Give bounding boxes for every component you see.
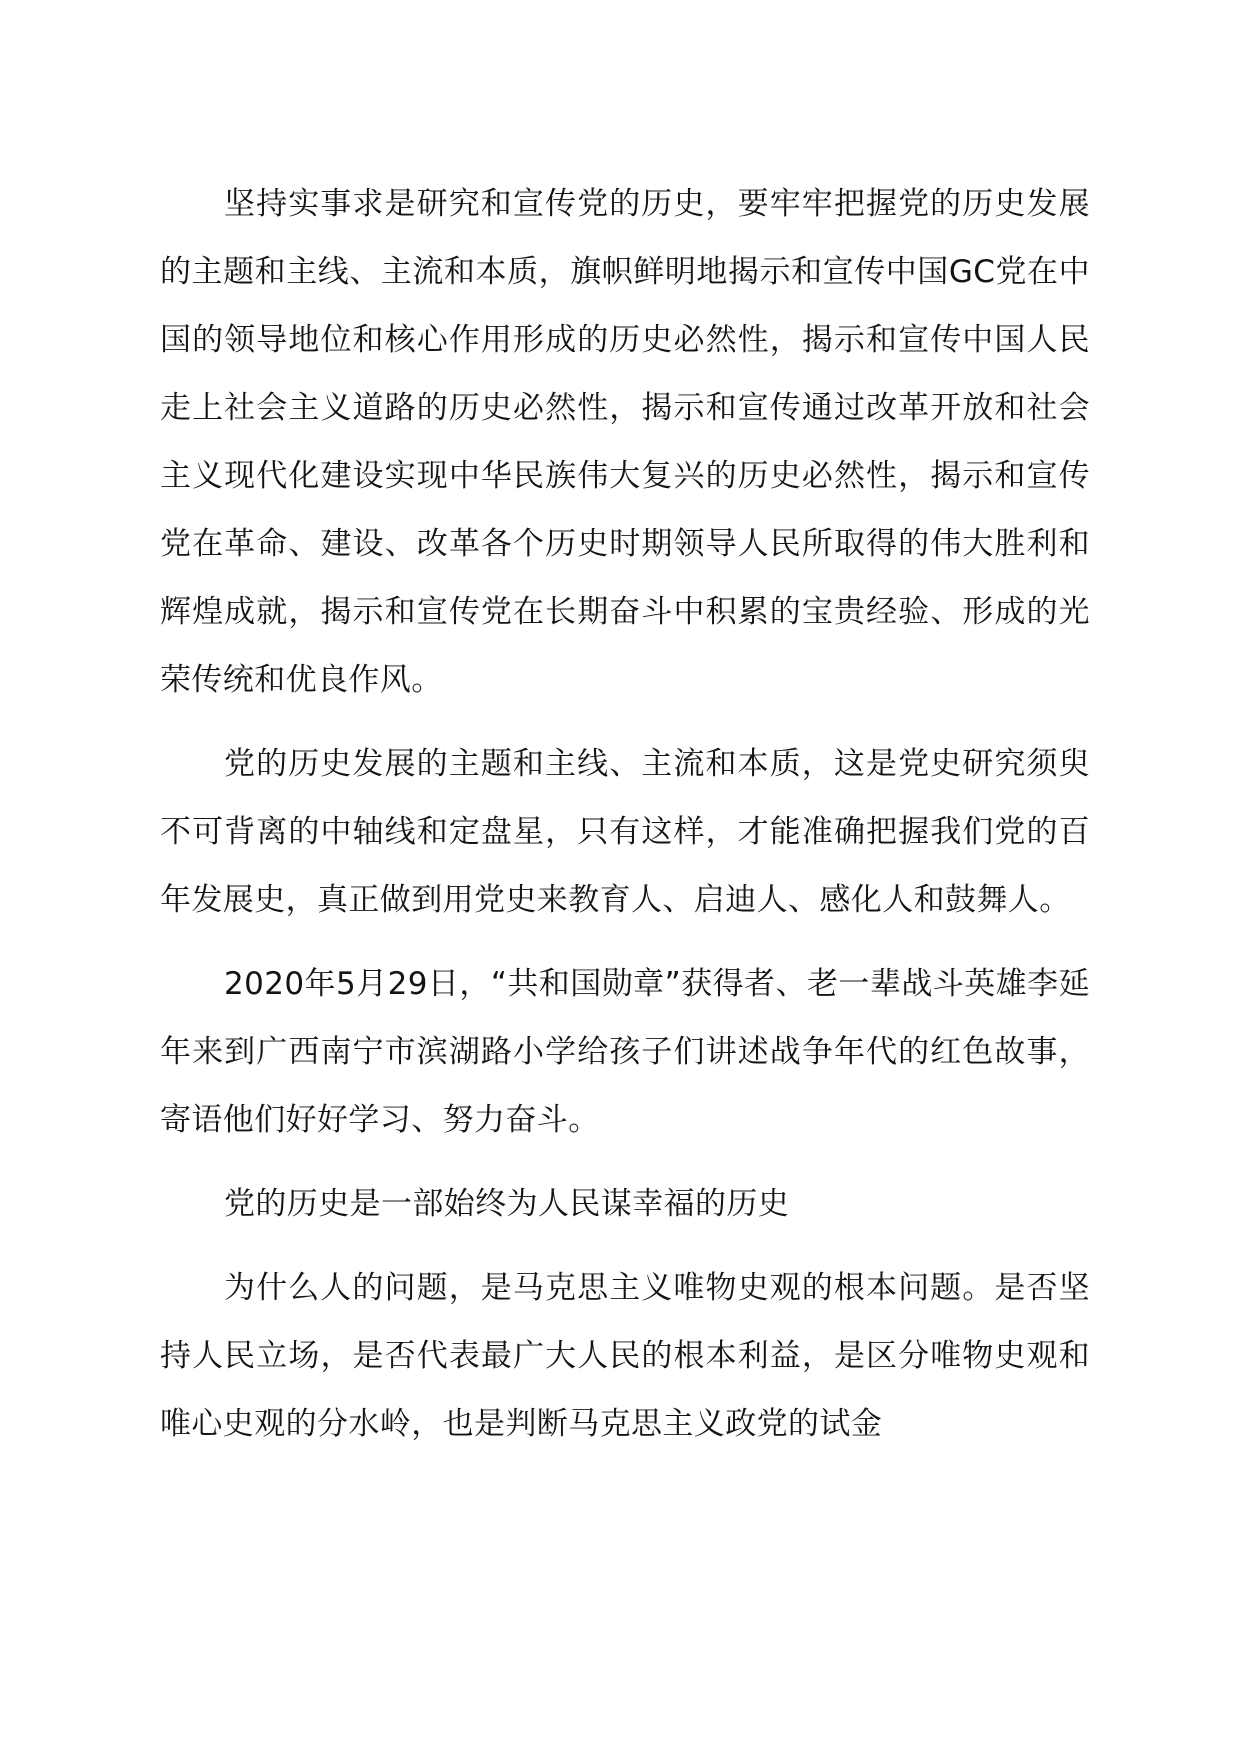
section-heading: 党的历史是一部始终为人民谋幸福的历史 (224, 1186, 790, 1222)
paragraph-5: 为什么人的问题，是马克思主义唯物史观的根本问题。是否坚持人民立场，是否代表最广大人民的根本利益，是区分唯物史观和唯心史观的分水岭，也是判断马克思主义政党的试金 (160, 1270, 1090, 1442)
paragraph-3: 2020年5月29日，“共和国勋章”获得者、老一辈战斗英雄李延年来到广西南宁市滨湖路小学给孩子们讲述战争年代的红色故事，寄语他们好好学习、努力奋斗。 (160, 966, 1090, 1138)
paragraph-1: 坚持实事求是研究和宣传党的历史，要牢牢把握党的历史发展的主题和主线、主流和本质，旗帜鲜明地揭示和宣传中国GC党在中国的领导地位和核心作用形成的历史必然性，揭示和宣传中国人民走上社会主义道路的历史必然性，揭示和宣传通过改革开放和社会主义现代化建设实现中华民族伟大复兴的历史必然性，揭示和宣传党在革命、建设、改革各个历史时期领导人民所取得的伟大胜利和辉煌成就，揭示和宣传党在长期奋斗中积累的宝贵经验、形成的光荣传统和优良作风。 (160, 186, 1090, 698)
document-body (160, 170, 1090, 1458)
paragraph-2: 党的历史发展的主题和主线、主流和本质，这是党史研究须臾不可背离的中轴线和定盘星，只有这样，才能准确把握我们党的百年发展史，真正做到用党史来教育人、启迪人、感化人和鼓舞人。 (160, 746, 1090, 918)
